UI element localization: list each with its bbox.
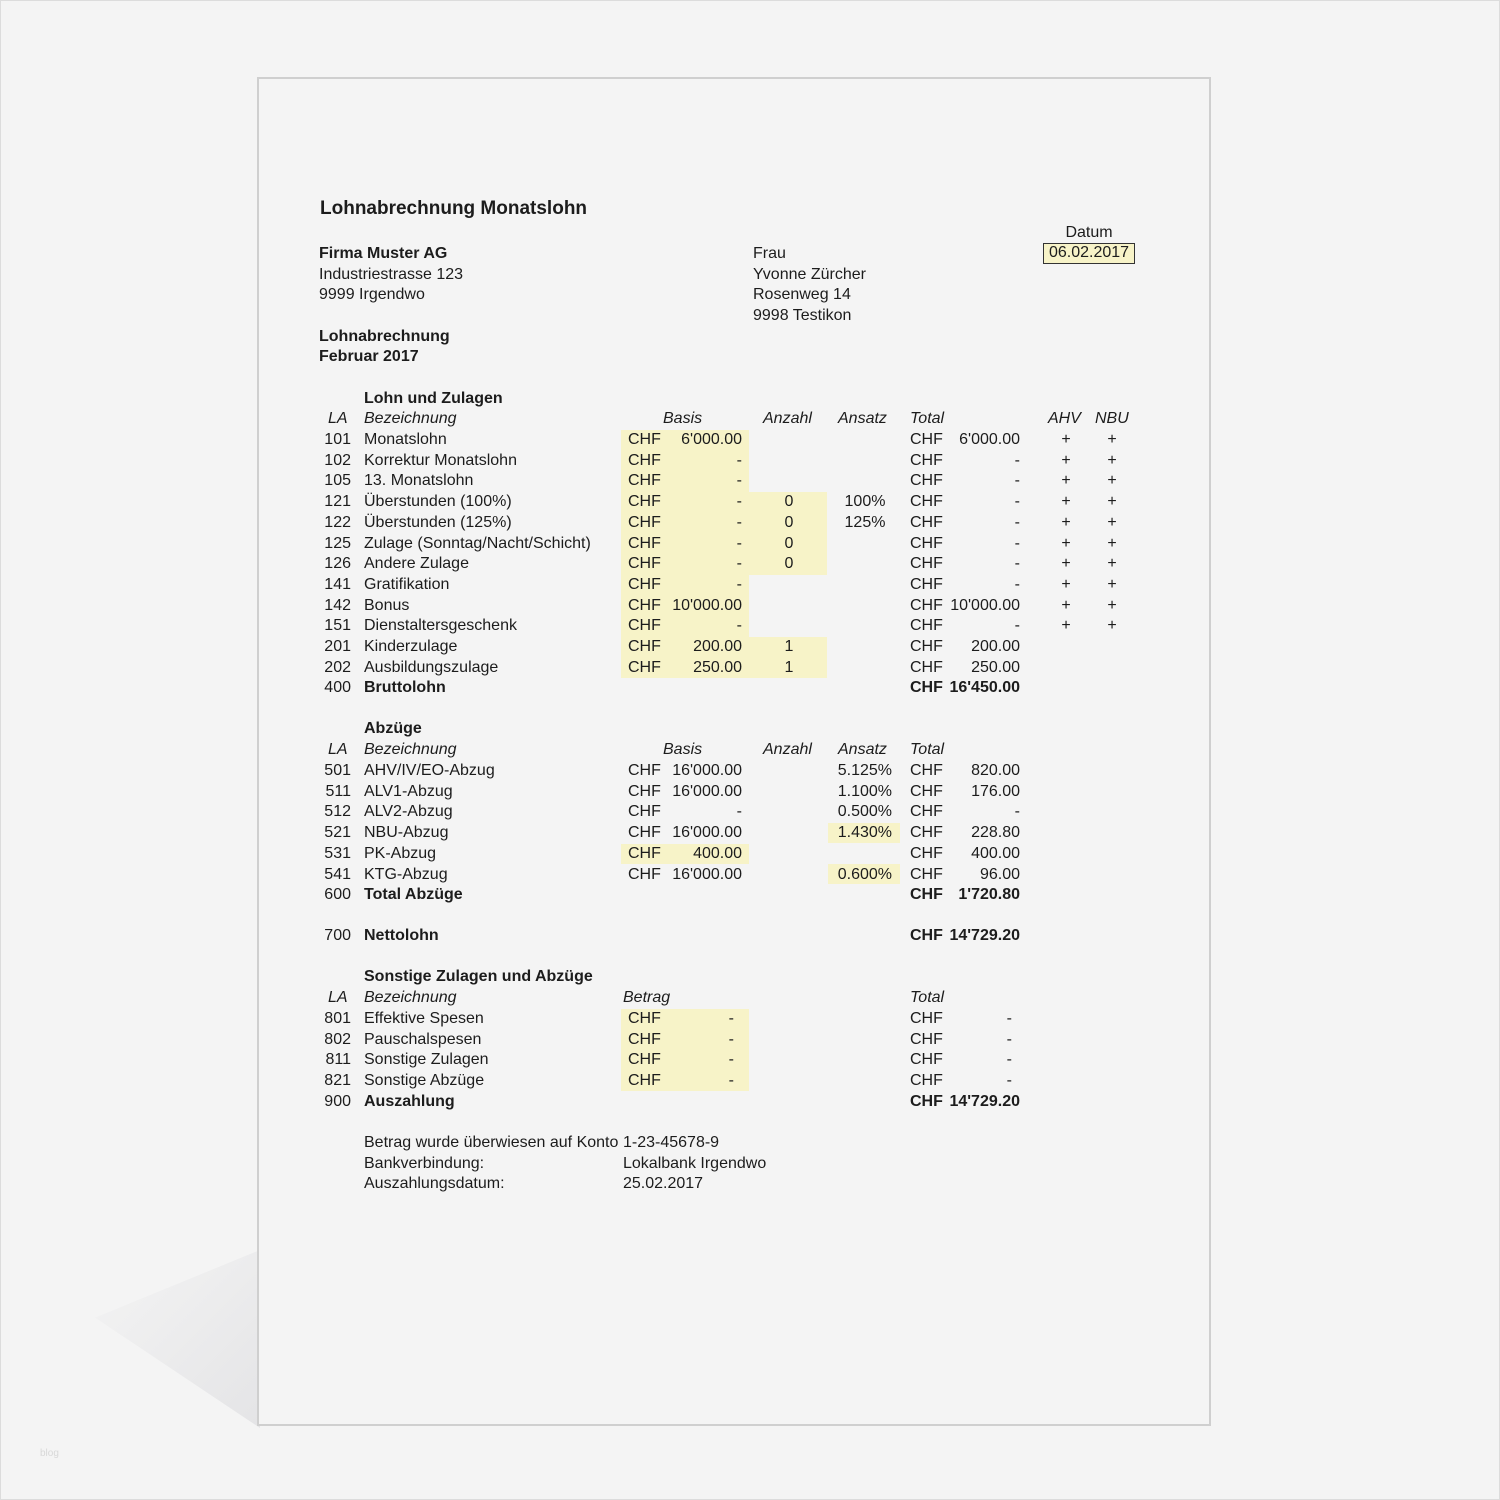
row-total: - [1014,576,1020,593]
row-total-currency: CHF [910,1031,943,1048]
row-total-currency: CHF [910,1093,943,1110]
row-total-currency: CHF [910,1010,943,1027]
page-shadow [95,1250,260,1428]
row-basis-currency: CHF [628,493,661,510]
row-anzahl[interactable]: 0 [784,493,794,510]
col-basis: Basis [663,741,703,758]
row-basis: 16'000.00 [672,866,742,883]
col-la: LA [328,989,348,1006]
row-total-currency: CHF [910,472,943,489]
section-heading-sonstige: Sonstige Zulagen und Abzüge [364,968,593,985]
row-total-currency: CHF [910,824,943,841]
row-name: ALV1-Abzug [364,783,453,800]
row-la: 821 [324,1072,351,1089]
row-la: 801 [324,1010,351,1027]
row-betrag-currency: CHF [628,1072,661,1089]
row-total: 820.00 [971,762,1020,779]
row-la: 201 [324,638,351,655]
row-total-currency: CHF [910,1072,943,1089]
payout-date-label: Auszahlungsdatum: [364,1175,505,1192]
row-total: 14'729.20 [949,1093,1020,1110]
col-total: Total [910,741,945,758]
col-basis: Basis [663,410,703,427]
employee-city: 9998 Testikon [753,307,852,324]
row-name: Auszahlung [364,1093,455,1110]
row-nbu: + [1107,535,1117,552]
konto-value: 1-23-45678-9 [623,1134,720,1151]
row-anzahl[interactable]: 1 [784,638,794,655]
employee-salutation: Frau [753,245,786,262]
row-name: Sonstige Abzüge [364,1072,485,1089]
col-nbu: NBU [1095,410,1129,427]
row-total-currency: CHF [910,886,943,903]
row-ahv: + [1061,472,1071,489]
row-name: Total Abzüge [364,886,463,903]
row-name: Bruttolohn [364,679,446,696]
row-ahv: + [1061,617,1071,634]
row-nbu: + [1107,472,1117,489]
row-total-currency: CHF [910,493,943,510]
watermark: blog [40,1448,59,1459]
row-total: - [1014,617,1020,634]
row-nbu: + [1107,617,1117,634]
row-la: 142 [324,597,351,614]
row-basis[interactable]: 10'000.00 [672,597,742,614]
row-basis: 16'000.00 [672,824,742,841]
row-ansatz: 5.125% [837,762,892,779]
row-total: 16'450.00 [949,679,1020,696]
row-total: 250.00 [971,659,1020,676]
row-la: 122 [324,514,351,531]
date-label: Datum [1065,224,1113,241]
col-betrag: Betrag [623,989,671,1006]
col-ansatz: Ansatz [838,741,887,758]
row-la: 511 [325,783,351,800]
row-basis: 16'000.00 [672,762,742,779]
row-basis-currency: CHF [628,555,661,572]
row-name: Gratifikation [364,576,450,593]
row-basis-currency: CHF [628,803,661,820]
row-name: ALV2-Abzug [364,803,453,820]
row-total: - [1014,535,1020,552]
row-ahv: + [1061,431,1071,448]
row-name: Sonstige Zulagen [364,1051,489,1068]
row-nbu: + [1107,514,1117,531]
row-total-currency: CHF [910,845,943,862]
col-bezeichnung: Bezeichnung [364,989,457,1006]
row-la: 700 [324,927,351,944]
row-total-currency: CHF [910,659,943,676]
row-name: Andere Zulage [364,555,469,572]
row-basis-currency: CHF [628,762,661,779]
row-total: 400.00 [971,845,1020,862]
row-name: Dienstaltersgeschenk [364,617,517,634]
row-la: 512 [324,803,351,820]
row-basis[interactable]: - [736,514,742,531]
row-total-currency: CHF [910,514,943,531]
col-anzahl: Anzahl [763,410,812,427]
row-anzahl[interactable]: 0 [784,535,794,552]
row-la: 531 [324,845,351,862]
row-anzahl[interactable]: 0 [784,514,794,531]
row-name: Zulage (Sonntag/Nacht/Schicht) [364,535,591,552]
row-name: Überstunden (100%) [364,493,512,510]
row-total: 6'000.00 [959,431,1020,448]
col-bezeichnung: Bezeichnung [364,741,457,758]
row-ahv: + [1061,535,1071,552]
row-nbu: + [1107,431,1117,448]
row-total-currency: CHF [910,679,943,696]
row-betrag[interactable]: - [728,1010,734,1027]
row-ansatz: 0.500% [837,803,892,820]
row-name: Bonus [364,597,410,614]
row-basis[interactable]: - [736,535,742,552]
row-name: Korrektur Monatslohn [364,452,517,469]
row-total-currency: CHF [910,555,943,572]
row-anzahl[interactable]: 0 [784,555,794,572]
row-basis-currency: CHF [628,783,661,800]
period: Februar 2017 [319,348,419,365]
row-name: Ausbildungszulage [364,659,499,676]
row-la: 126 [324,555,351,572]
employer-name: Firma Muster AG [319,245,448,262]
row-basis-currency: CHF [628,866,661,883]
col-bezeichnung: Bezeichnung [364,410,457,427]
col-total: Total [910,410,945,427]
row-anzahl[interactable]: 1 [784,659,794,676]
row-total: 228.80 [971,824,1020,841]
row-name: Effektive Spesen [364,1010,484,1027]
row-basis-currency: CHF [628,845,661,862]
row-name: NBU-Abzug [364,824,449,841]
row-total: 1'720.80 [958,886,1020,903]
row-basis[interactable]: 250.00 [693,659,742,676]
row-betrag[interactable]: - [728,1051,734,1068]
row-ansatz: 125% [844,514,886,531]
row-total: 200.00 [971,638,1020,655]
row-basis[interactable]: - [736,472,742,489]
row-total: 96.00 [979,866,1020,883]
row-total: 176.00 [971,783,1020,800]
date-field[interactable]: 06.02.2017 [1043,243,1135,264]
col-la: LA [328,410,348,427]
row-la: 400 [324,679,351,696]
row-basis[interactable]: 6'000.00 [681,431,742,448]
row-nbu: + [1107,576,1117,593]
employee-street: Rosenweg 14 [753,286,851,303]
row-basis-currency: CHF [628,659,661,676]
row-basis-currency: CHF [628,638,661,655]
row-total: - [1014,493,1020,510]
row-ansatz: 1.430% [837,824,892,841]
row-basis[interactable]: 200.00 [693,638,742,655]
row-basis: - [736,803,742,820]
col-ahv: AHV [1048,410,1081,427]
row-total-currency: CHF [910,535,943,552]
row-basis-currency: CHF [628,617,661,634]
row-name: Überstunden (125%) [364,514,512,531]
row-total: - [1006,1010,1012,1027]
row-total: - [1014,555,1020,572]
row-la: 521 [324,824,351,841]
col-ansatz: Ansatz [838,410,887,427]
row-betrag-currency: CHF [628,1031,661,1048]
row-total-currency: CHF [910,576,943,593]
row-name: Monatslohn [364,431,447,448]
row-betrag-currency: CHF [628,1010,661,1027]
row-name: KTG-Abzug [364,866,448,883]
row-la: 121 [324,493,351,510]
row-name: PK-Abzug [364,845,437,862]
row-la: 125 [324,535,351,552]
row-ahv: + [1061,576,1071,593]
row-basis-currency: CHF [628,535,661,552]
row-basis-currency: CHF [628,514,661,531]
row-nbu: + [1107,493,1117,510]
row-total: - [1006,1072,1012,1089]
document-title: Lohnabrechnung Monatslohn [320,198,588,219]
row-name: 13. Monatslohn [364,472,474,489]
row-basis[interactable]: - [736,617,742,634]
row-ansatz: 0.600% [837,866,892,883]
section-heading-lohn: Lohn und Zulagen [364,390,503,407]
row-nbu: + [1107,597,1117,614]
row-basis[interactable]: - [736,555,742,572]
row-basis-currency: CHF [628,452,661,469]
row-total-currency: CHF [910,431,943,448]
row-basis-currency: CHF [628,431,661,448]
row-la: 802 [324,1031,351,1048]
row-ahv: + [1061,452,1071,469]
row-total-currency: CHF [910,803,943,820]
row-total-currency: CHF [910,452,943,469]
row-ahv: + [1061,555,1071,572]
row-total: 14'729.20 [949,927,1020,944]
row-basis-currency: CHF [628,824,661,841]
row-la: 541 [324,866,351,883]
row-basis: 16'000.00 [672,783,742,800]
col-la: LA [328,741,348,758]
col-anzahl: Anzahl [763,741,812,758]
row-total-currency: CHF [910,762,943,779]
row-name: AHV/IV/EO-Abzug [364,762,495,779]
row-ahv: + [1061,493,1071,510]
row-betrag[interactable]: - [728,1031,734,1048]
row-name: Kinderzulage [364,638,458,655]
row-basis-currency: CHF [628,576,661,593]
row-total-currency: CHF [910,1051,943,1068]
row-ansatz: 1.100% [837,783,892,800]
employer-street: Industriestrasse 123 [319,266,464,283]
row-total-currency: CHF [910,638,943,655]
row-total: - [1014,803,1020,820]
employee-name: Yvonne Zürcher [753,266,866,283]
section-heading-abzuege: Abzüge [364,720,422,737]
row-basis-currency: CHF [628,472,661,489]
row-name: Pauschalspesen [364,1031,482,1048]
employer-city: 9999 Irgendwo [319,286,425,303]
row-total: 10'000.00 [950,597,1020,614]
row-total-currency: CHF [910,927,943,944]
payout-date-value: 25.02.2017 [623,1175,704,1192]
row-betrag-currency: CHF [628,1051,661,1068]
bank-label: Bankverbindung: [364,1155,485,1172]
row-nbu: + [1107,555,1117,572]
col-total: Total [910,989,945,1006]
row-total: - [1014,514,1020,531]
row-la: 202 [324,659,351,676]
bank-value: Lokalbank Irgendwo [623,1155,767,1172]
row-total: - [1014,472,1020,489]
row-total-currency: CHF [910,597,943,614]
row-total: - [1006,1051,1012,1068]
row-basis: 400.00 [693,845,742,862]
konto-label: Betrag wurde überwiesen auf Konto [364,1134,619,1151]
row-la: 102 [324,452,351,469]
row-total: - [1006,1031,1012,1048]
row-la: 600 [324,886,351,903]
subtitle: Lohnabrechnung [319,328,450,345]
row-la: 811 [325,1051,351,1068]
row-total: - [1014,452,1020,469]
row-basis[interactable]: - [736,452,742,469]
row-total-currency: CHF [910,783,943,800]
row-la: 141 [324,576,351,593]
row-total-currency: CHF [910,617,943,634]
row-ahv: + [1061,514,1071,531]
row-basis[interactable]: - [736,493,742,510]
row-la: 151 [324,617,351,634]
row-ansatz: 100% [844,493,886,510]
row-la: 105 [324,472,351,489]
row-basis[interactable]: - [736,576,742,593]
row-la: 900 [324,1093,351,1110]
row-basis-currency: CHF [628,597,661,614]
row-nbu: + [1107,452,1117,469]
row-la: 501 [324,762,351,779]
row-la: 101 [324,431,351,448]
row-total-currency: CHF [910,866,943,883]
row-betrag[interactable]: - [728,1072,734,1089]
row-name: Nettolohn [364,927,439,944]
row-ahv: + [1061,597,1071,614]
